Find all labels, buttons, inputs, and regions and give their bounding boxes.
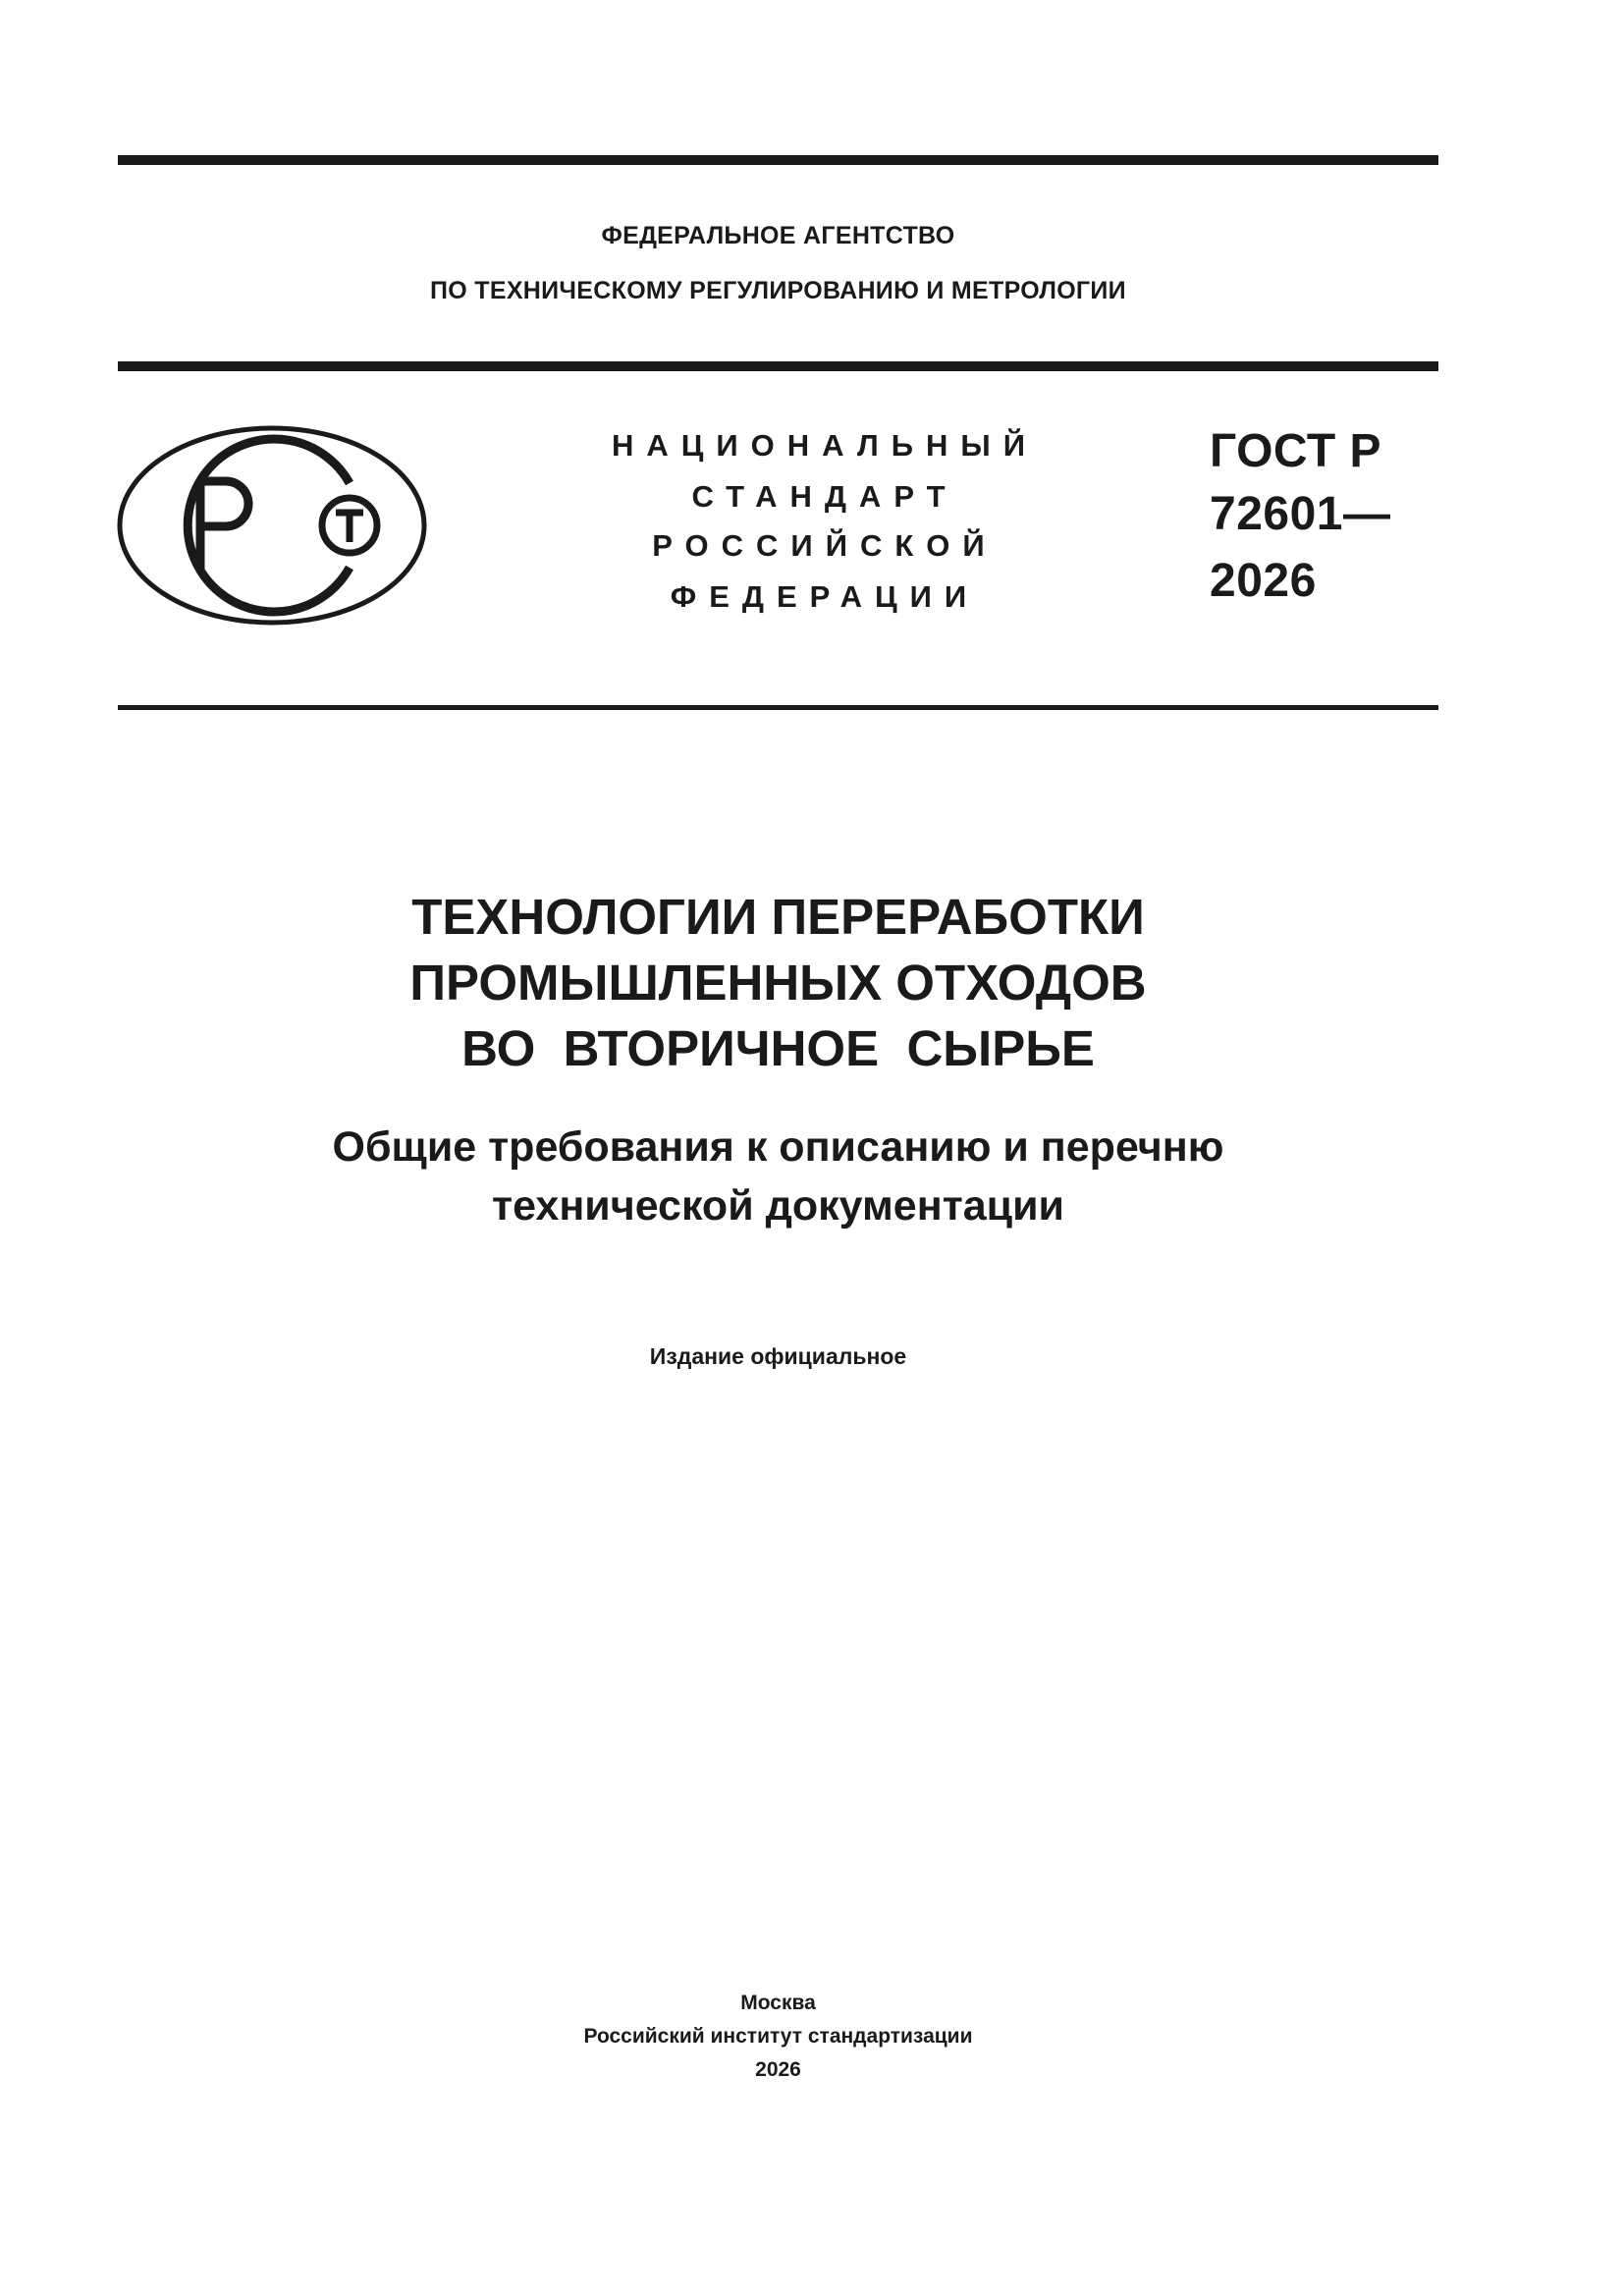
header-rule [118, 361, 1438, 371]
edition-label: Издание официальное [649, 1343, 907, 1369]
subtitle-line-1: Общие требования к описанию и перечню [332, 1123, 1224, 1171]
standard-type-line-4: ФЕДЕРАЦИИ [670, 579, 980, 614]
publisher-city: Москва [740, 1992, 816, 2014]
title-line-1: ТЕХНОЛОГИИ ПЕРЕРАБОТКИ [411, 889, 1145, 945]
standard-designation-line-3: 2026 [1210, 555, 1317, 607]
standard-designation-line-2: 72601— [1210, 488, 1391, 540]
publisher-institute: Российский институт стандартизации [583, 2025, 973, 2048]
standard-type-line-1: НАЦИОНАЛЬНЫЙ [611, 428, 1039, 463]
publication-year: 2026 [755, 2058, 801, 2081]
standard-type-line-3: РОССИЙСКОЙ [652, 528, 998, 563]
standard-designation-line-1: ГОСТ Р [1210, 425, 1382, 477]
section-rule [118, 705, 1438, 710]
agency-line-2: ПО ТЕХНИЧЕСКОМУ РЕГУЛИРОВАНИЮ И МЕТРОЛОГИИ [430, 277, 1126, 304]
title-line-2: ПРОМЫШЛЕННЫХ ОТХОДОВ [409, 955, 1147, 1011]
title-line-3: ВО ВТОРИЧНОЕ СЫРЬЕ [461, 1020, 1095, 1076]
top-rule [118, 155, 1438, 165]
agency-line-1: ФЕДЕРАЛЬНОЕ АГЕНТСТВО [601, 222, 955, 249]
rst-logo-icon [116, 424, 428, 627]
standard-type-line-2: СТАНДАРТ [691, 479, 958, 514]
subtitle-line-2: технической документации [492, 1182, 1064, 1230]
